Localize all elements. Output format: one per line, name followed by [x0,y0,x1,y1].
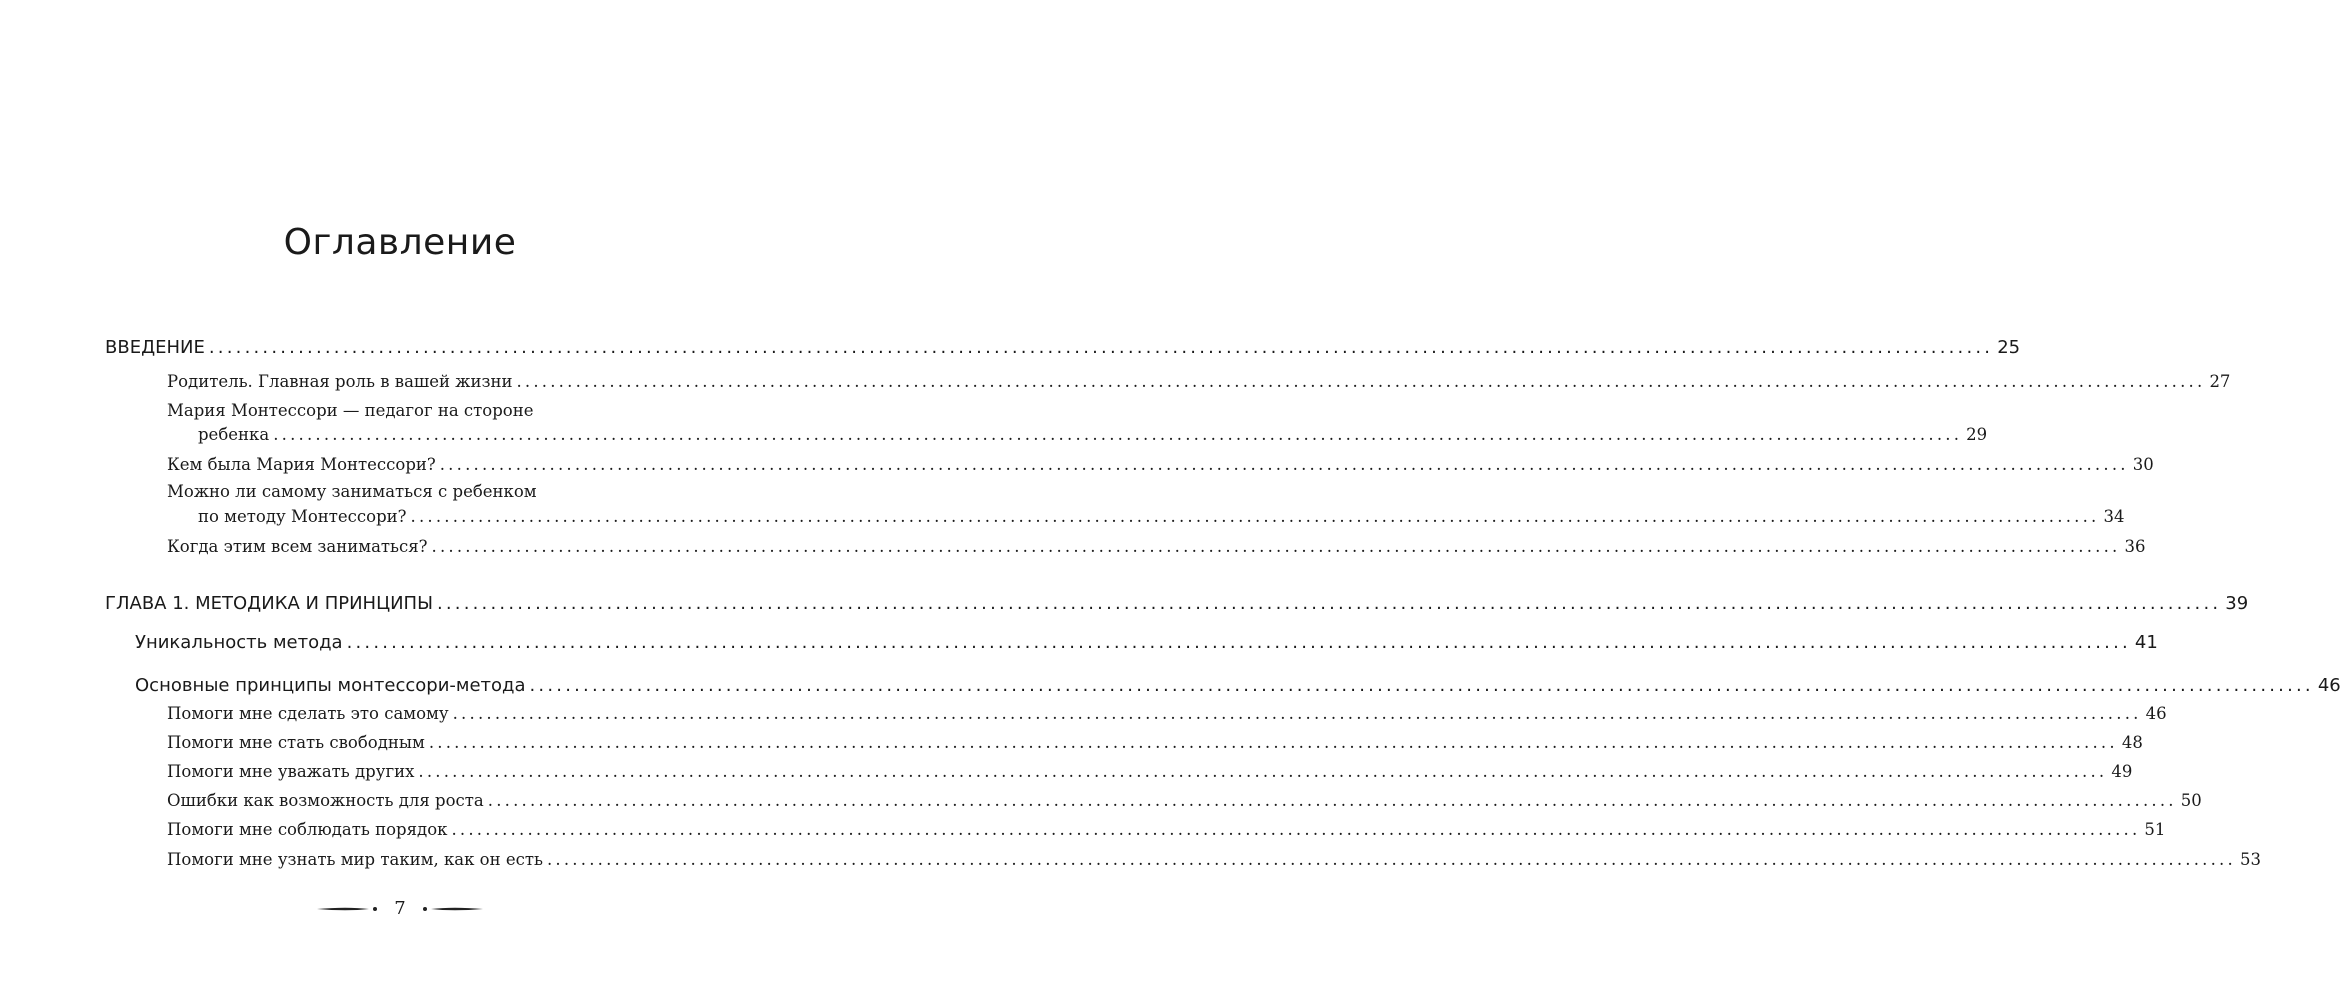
toc-entry[interactable] [167,791,2202,810]
toc-entry-page: 48 [2121,733,2143,752]
page-footer [0,898,800,919]
page-title: Оглавление [283,222,517,263]
toc-entry-page: 30 [2132,455,2154,474]
toc-entry-label-line1[interactable]: Можно ли самому заниматься с ребенком [167,482,537,501]
dot-leader: ........................................................................................................................................................................................................ [431,537,2121,556]
toc-entry-page: 36 [2124,537,2146,556]
dot-leader: ........................................................................................................................................................................................................ [273,425,1963,444]
toc-entry-page: 50 [2180,791,2202,810]
right-ornament-icon [421,904,483,914]
toc-entry-page: 34 [2103,507,2125,526]
toc-entry-page: 51 [2144,820,2166,839]
dot-leader: ........................................................................................................................................................................................................ [410,507,2100,526]
toc-entry-label: ВВЕДЕНИЕ [105,337,205,358]
toc-entry-label: Помоги мне соблюдать порядок [167,820,448,839]
toc-entry-page: 53 [2239,850,2261,869]
dot-leader: ........................................................................................................................................................................................................ [546,850,2236,869]
toc-entry[interactable] [167,372,2231,391]
toc-entry[interactable] [167,850,2261,869]
dot-leader: ........................................................................................................................................................................................................ [208,337,1994,358]
toc-entry[interactable] [167,820,2166,839]
toc-entry-label: Кем была Мария Монтессори? [167,455,436,474]
toc-entry-page: 41 [2134,632,2158,653]
toc-entry[interactable] [167,455,2154,474]
toc-section[interactable] [135,632,2158,653]
dot-leader: ........................................................................................................................................................................................................ [436,593,2222,614]
dot-leader: ........................................................................................................................................................................................................ [428,733,2118,752]
dot-leader: ........................................................................................................................................................................................................ [346,632,2131,653]
page-number: 7 [394,898,406,919]
toc-entry[interactable] [167,704,2167,723]
toc-entry[interactable] [198,425,1988,444]
toc-entry-label-line2: ребенка [198,425,270,444]
toc-entry-page: 46 [2317,675,2341,696]
toc-entry-page: 46 [2145,704,2167,723]
toc-entry-label: Помоги мне сделать это самому [167,704,449,723]
toc-entry-page: 39 [2225,593,2249,614]
toc-entry-label: ГЛАВА 1. МЕТОДИКА И ПРИНЦИПЫ [105,593,433,614]
toc-entry-label: Родитель. Главная роль в вашей жизни [167,372,513,391]
left-ornament-icon [317,904,379,914]
toc-entry-chapter-1[interactable] [105,593,2249,614]
toc-entry[interactable] [198,507,2125,526]
dot-leader: ........................................................................................................................................................................................................ [516,372,2206,391]
toc-entry-page: 25 [1997,337,2021,358]
toc-entry-page: 29 [1966,425,1988,444]
toc-entry[interactable] [167,733,2143,752]
toc-entry-label: Помоги мне узнать мир таким, как он есть [167,850,543,869]
toc-entry[interactable] [167,762,2133,781]
toc-entry-page: 49 [2111,762,2133,781]
dot-leader: ........................................................................................................................................................................................................ [451,820,2141,839]
dot-leader: ........................................................................................................................................................................................................ [529,675,2314,696]
dot-leader: ........................................................................................................................................................................................................ [452,704,2142,723]
toc-section[interactable] [135,675,2341,696]
toc-entry-page: 27 [2209,372,2231,391]
toc-entry-label: Уникальность метода [135,632,343,653]
dot-leader: ........................................................................................................................................................................................................ [487,791,2177,810]
toc-entry-label: Ошибки как возможность для роста [167,791,484,810]
toc-entry-label: Когда этим всем заниматься? [167,537,428,556]
dot-leader: ........................................................................................................................................................................................................ [439,455,2129,474]
toc-entry[interactable] [167,537,2146,556]
toc-entry-intro[interactable] [105,337,2021,358]
toc-entry-label-line2: по методу Монтессори? [198,507,407,526]
dot-leader: ........................................................................................................................................................................................................ [418,762,2108,781]
toc-entry-label: Помоги мне стать свободным [167,733,425,752]
toc-entry-label: Помоги мне уважать других [167,762,415,781]
toc-entry-label-line1[interactable]: Мария Монтессори — педагог на стороне [167,401,534,420]
toc-entry-label: Основные принципы монтессори-метода [135,675,526,696]
